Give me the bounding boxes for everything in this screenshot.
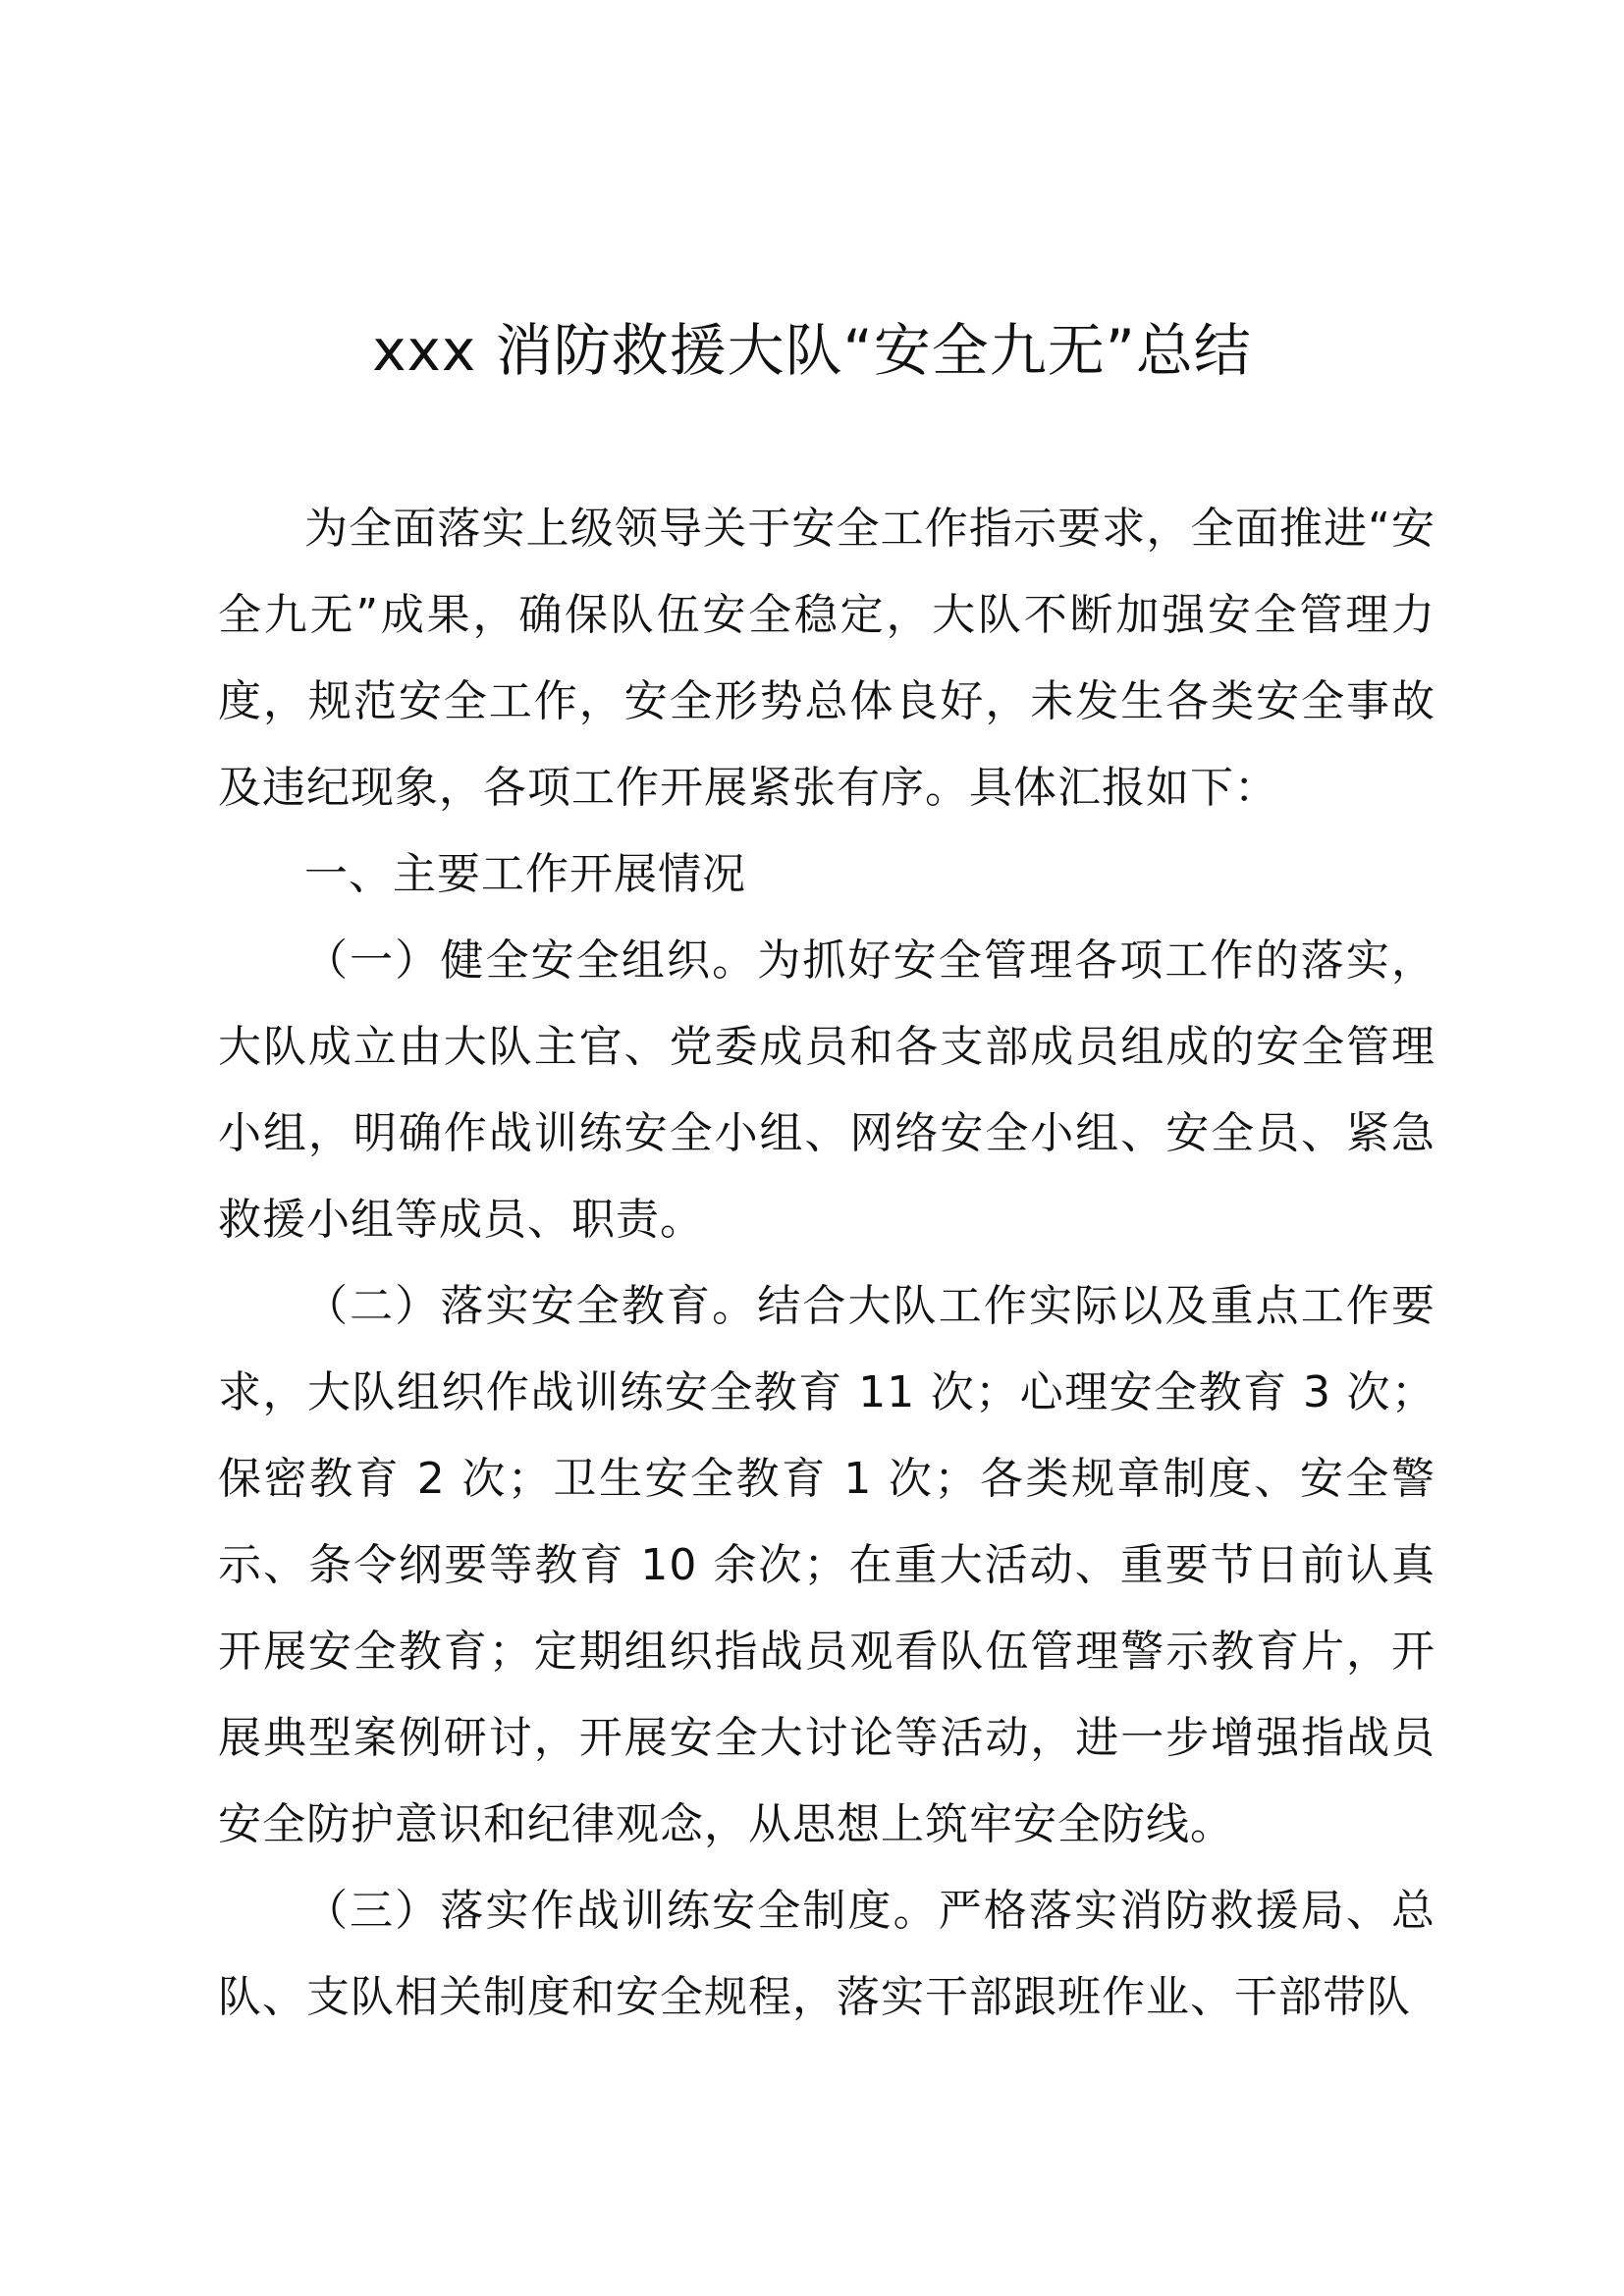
subsection-safety-education: （二）落实安全教育。结合大队工作实际以及重点工作要求，大队组织作战训练安全教育 11 次；心理安全教育 3 次；保密教育 2 次；卫生安全教育 1 次；各类规章制度、安全警示、条令纲要等教育 10 余次；在重大活动、重要节日前认真开展安全教育；定期组织指战员观看队伍管理警示教育片，开展典型案例研讨，开展安全大讨论等活动，进一步增强指战员安全防护意识和纪律观念，从思想上筑牢安全防线。 [218, 1281, 1435, 1849]
document-title: xxx 消防救援大队“安全九无”总结 [372, 317, 1252, 384]
subsection-training-safety-system: （三）落实作战训练安全制度。严格落实消防救援局、总队、支队相关制度和安全规程，落实干部跟班作业、干部带队 [218, 1886, 1435, 2022]
intro-paragraph: 为全面落实上级领导关于安全工作指示要求，全面推进“安全九无”成果，确保队伍安全稳定，大队不断加强安全管理力度，规范安全工作，安全形势总体良好，未发生各类安全事故及违纪现象，各项工作开展紧张有序。具体汇报如下： [218, 504, 1435, 813]
section-heading-main-work: 一、主要工作开展情况 [304, 849, 746, 899]
subsection-safety-organization: （一）健全安全组织。为抓好安全管理各项工作的落实，大队成立由大队主官、党委成员和各支部成员组成的安全管理小组，明确作战训练安全小组、网络安全小组、安全员、紧急救援小组等成员、职责。 [218, 935, 1435, 1245]
document-body [218, 486, 1435, 2041]
